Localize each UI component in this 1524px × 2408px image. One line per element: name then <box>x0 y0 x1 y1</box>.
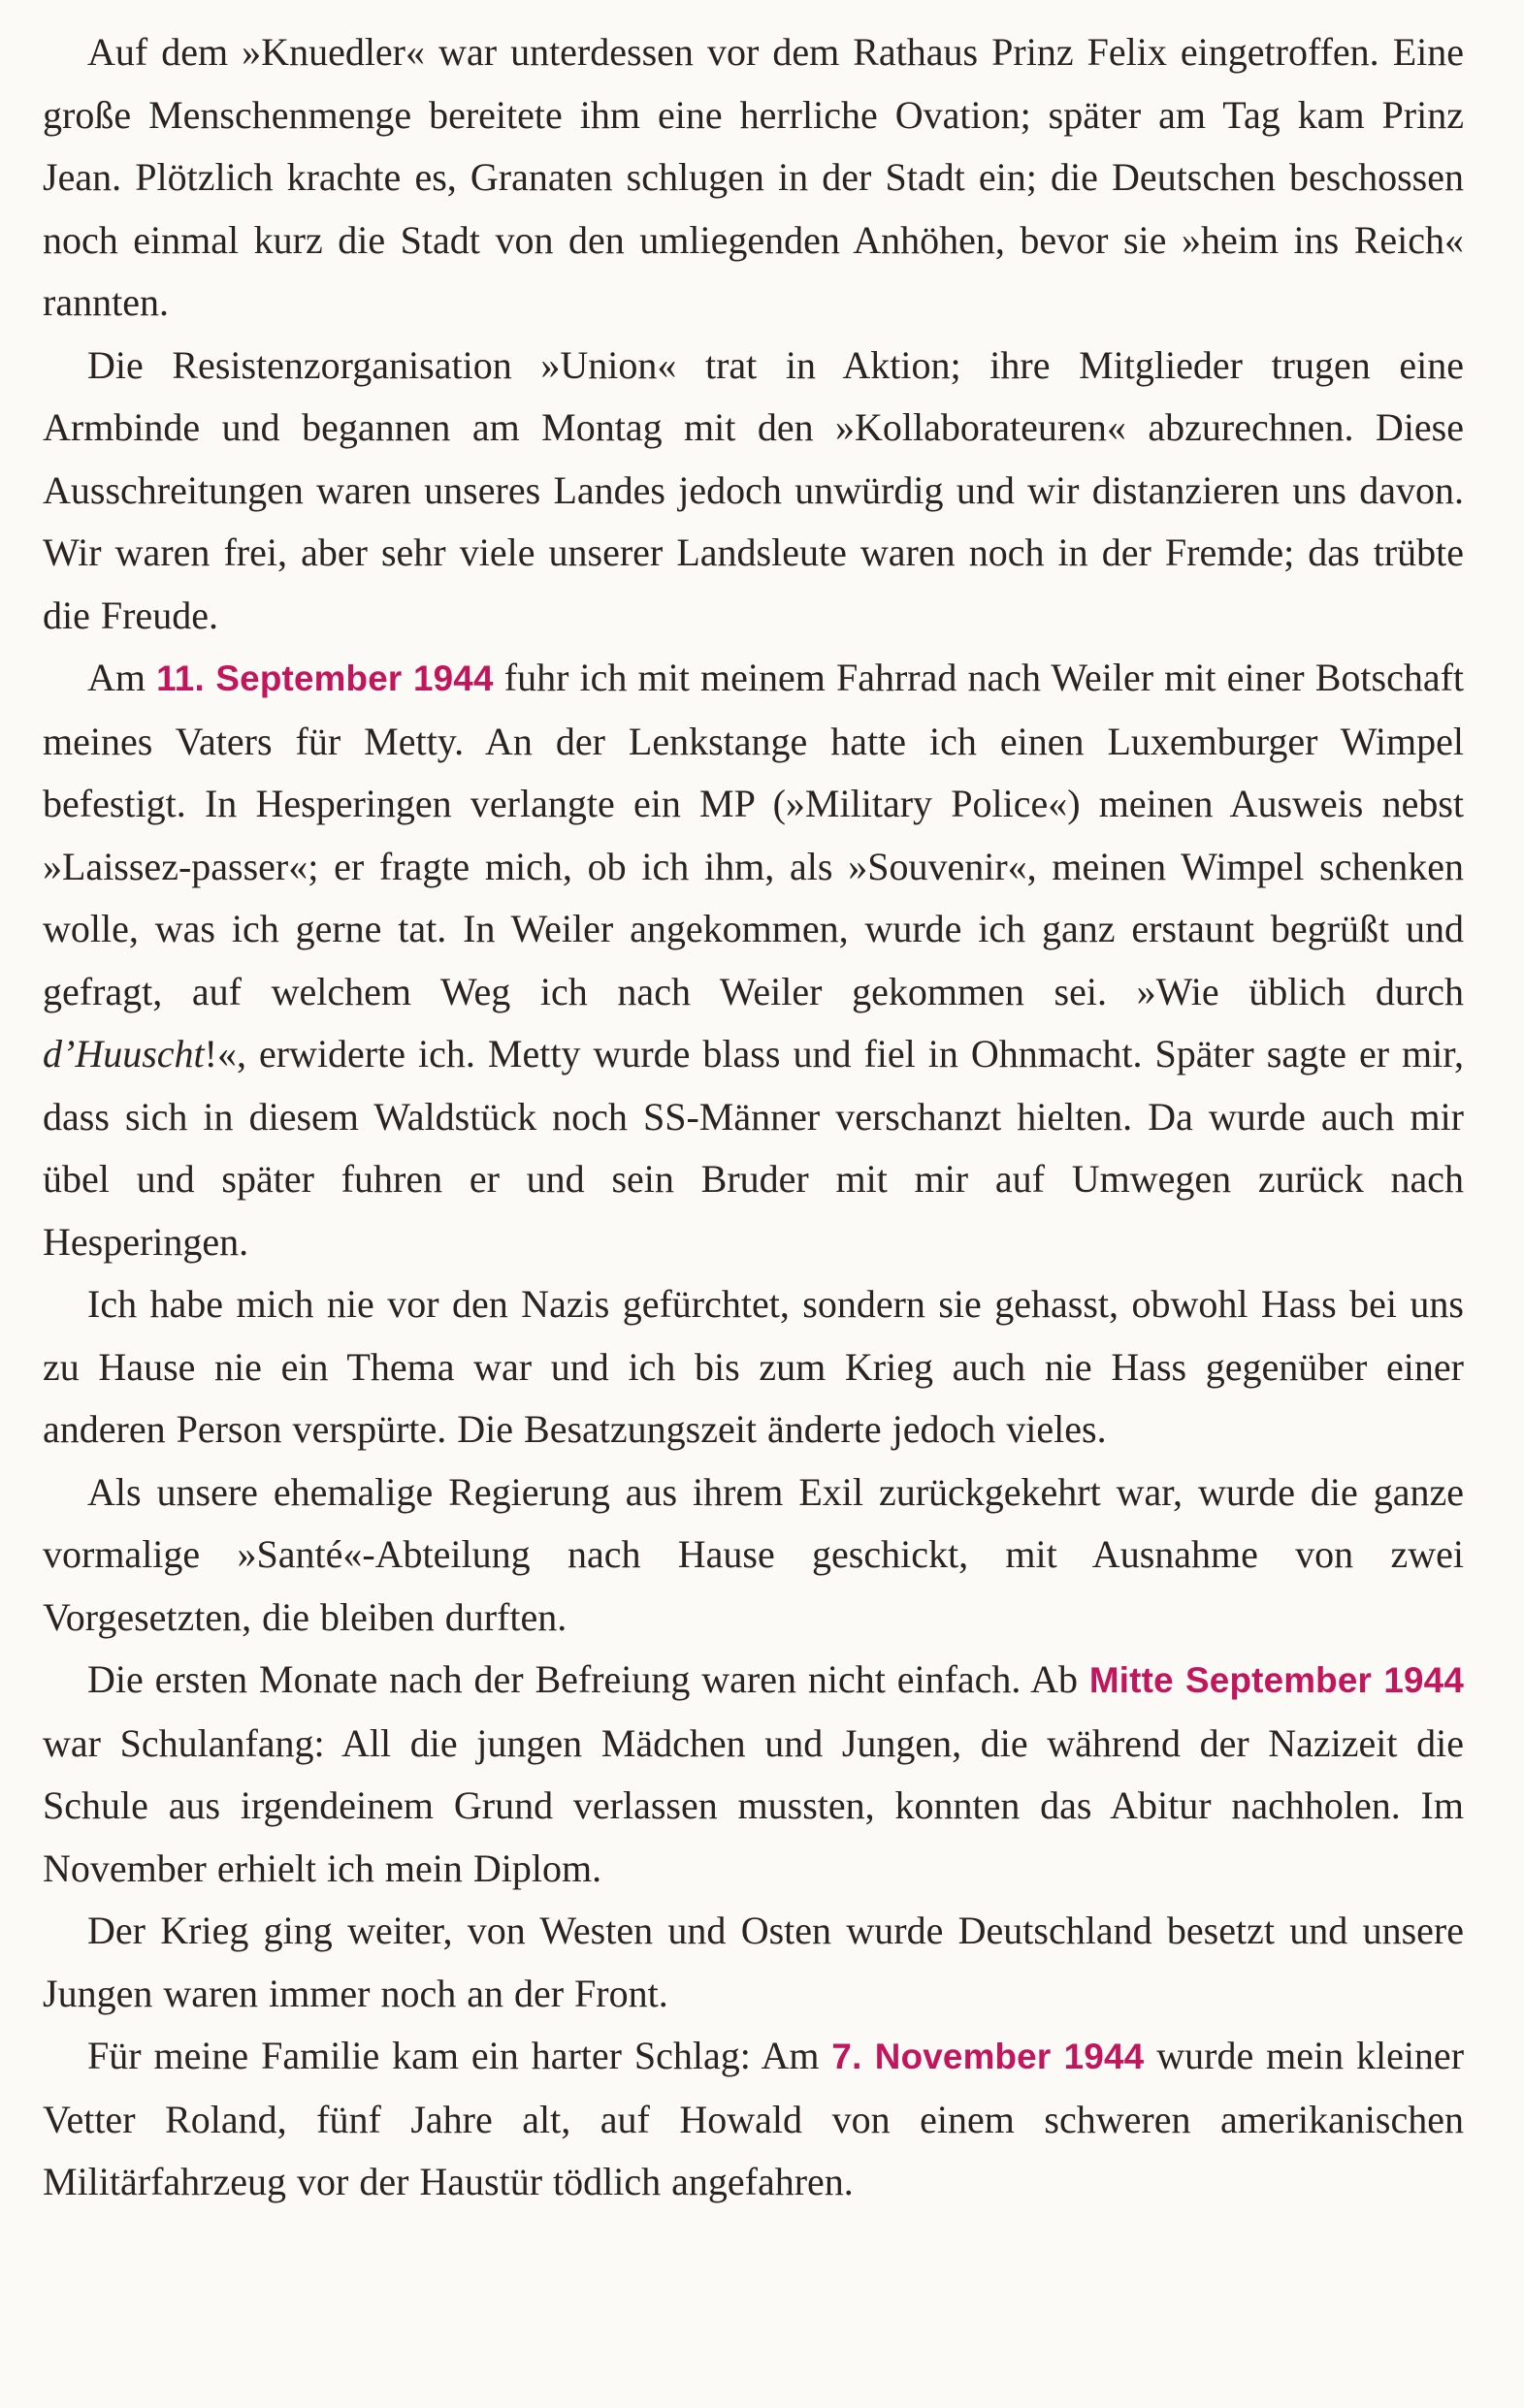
italic-phrase: d’Huuscht <box>43 1032 205 1076</box>
body-text: Am <box>87 656 157 699</box>
body-text: Der Krieg ging weiter, von Westen und Osten wurde Deutschland besetzt und unsere Jungen waren immer noch an der Front. <box>43 1909 1464 2015</box>
body-text: Ich habe mich nie vor den Nazis gefürchtet, sondern sie gehasst, obwohl Hass bei uns zu Hause nie ein Thema war und ich bis zum Krieg auch nie Hass gegenüber einer anderen Person verspürte. Die Besatzungszeit änderte jedoch vieles. <box>43 1282 1464 1451</box>
body-text: wurde mein kleiner Vetter Roland, fünf Jahre alt, auf Howald von einem schweren amerikanischen Militärfahrzeug vor der Haustür tödlich angefahren. <box>43 2034 1465 2203</box>
paragraph <box>43 1273 1464 1461</box>
body-text: !«, erwiderte ich. Metty wurde blass und fiel in Ohnmacht. Später sagte er mir, dass sich in diesem Waldstück noch SS-Männer verschanzt hielten. Da wurde auch mir übel und später fuhren er und sein Bruder mit mir auf Umwegen zurück nach Hesperingen. <box>43 1032 1464 1264</box>
body-text: Auf dem »Knuedler« war unterdessen vor dem Rathaus Prinz Felix eingetroffen. Eine große Menschenmenge bereitete ihm eine herrliche Ovation; später am Tag kam Prinz Jean. Plötzlich krachte es, Granaten schlugen in der Stadt ein; die Deutschen beschossen noch einmal kurz die Stadt von den umliegenden Anhöhen, bevor sie »heim ins Reich« rannten. <box>43 30 1464 324</box>
body-text: Die Resistenzorganisation »Union« trat in Aktion; ihre Mitglieder trugen eine Armbinde und begannen am Montag mit den »Kollaborateuren« abzurechnen. Diese Ausschreitungen waren unseres Landes jedoch unwürdig und wir distanzieren uns davon. Wir waren frei, aber sehr viele unserer Landsleute waren noch in der Fremde; das trübte die Freude. <box>43 342 1464 637</box>
highlighted-date: 7. November 1944 <box>831 2037 1145 2076</box>
paragraph <box>43 1649 1464 1900</box>
body-text: Für meine Familie kam ein harter Schlag: Am <box>87 2034 832 2077</box>
paragraph <box>43 1461 1464 1650</box>
paragraph <box>43 2025 1464 2214</box>
text-block <box>43 21 1464 2214</box>
body-text: Die ersten Monate nach der Befreiung waren nicht einfach. Ab <box>87 1657 1089 1701</box>
paragraph <box>43 21 1464 335</box>
body-text: war Schulanfang: All die jungen Mädchen und Jungen, die während der Nazizeit die Schule aus irgendeinem Grund verlassen mussten, konnten das Abitur nachholen. Im November erhielt ich mein Diplom. <box>43 1720 1464 1890</box>
highlighted-date: 11. September 1944 <box>156 658 494 698</box>
body-text: fuhr ich mit meinem Fahrrad nach Weiler mit einer Botschaft meines Vaters für Metty. An der Lenkstange hatte ich einen Luxemburger Wimpel befestigt. In Hesperingen verlangte ein MP (»Military Police«) meinen Ausweis nebst »Laissez-passer«; er fragte mich, ob ich ihm, als »Souvenir«, meinen Wimpel schenken wolle, was ich gerne tat. In Weiler angekommen, wurde ich ganz erstaunt begrüßt und gefragt, auf welchem Weg ich nach Weiler gekommen sei. »Wie üblich durch <box>43 656 1465 1013</box>
paragraph <box>43 647 1464 1273</box>
paragraph <box>43 1900 1464 2025</box>
paragraph <box>43 335 1464 648</box>
body-text: Als unsere ehemalige Regierung aus ihrem Exil zurückgekehrt war, wurde die ganze vormalige »Santé«-Abteilung nach Hause geschickt, mit Ausnahme von zwei Vorgesetzten, die bleiben durften. <box>43 1469 1464 1639</box>
highlighted-date: Mitte September 1944 <box>1088 1660 1464 1700</box>
